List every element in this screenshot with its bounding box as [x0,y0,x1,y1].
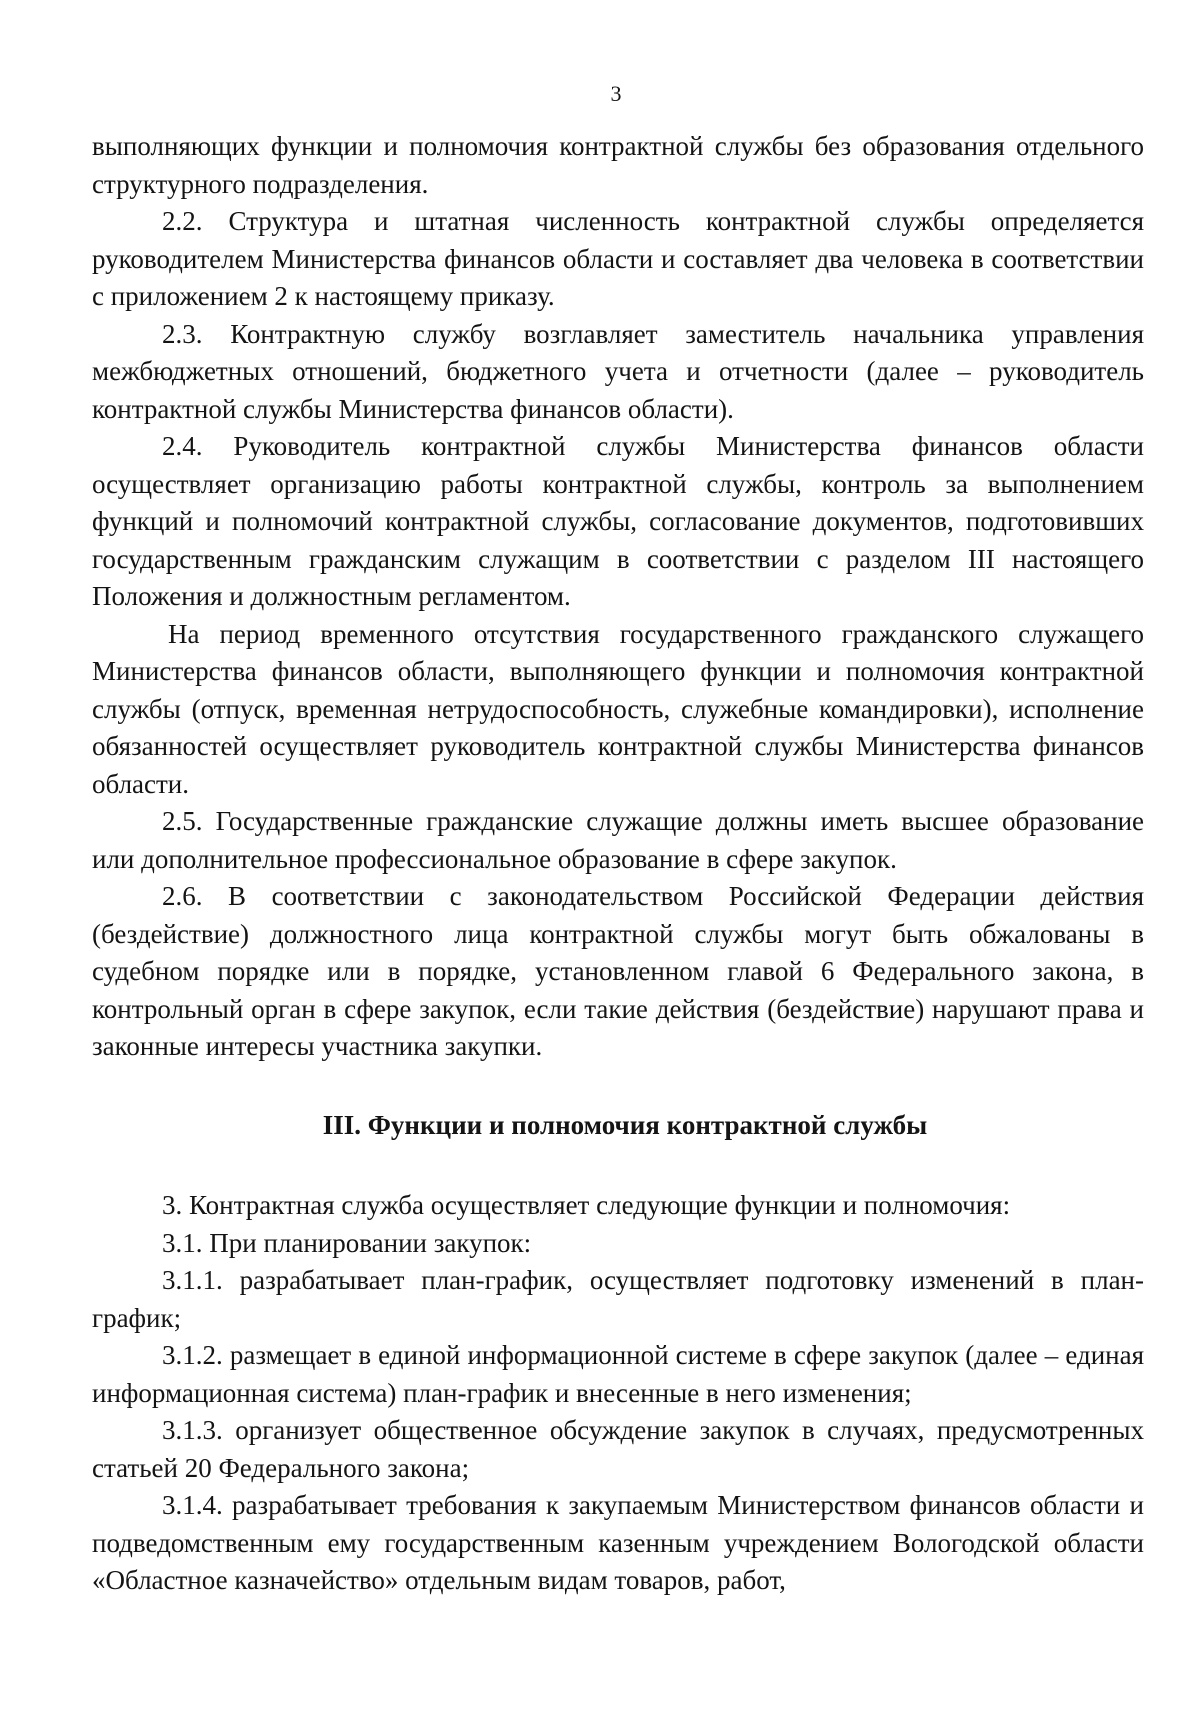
paragraph-3-1-1: 3.1.1. разрабатывает план-график, осуществляет подготовку изменений в план-график; [92,1265,1144,1333]
paragraph-2-2: 2.2. Структура и штатная численность контрактной службы определяется руководителем Министерства финансов области и составляет два человека в соответствии с приложением 2 к настоящему приказу. [92,206,1144,311]
paragraph-continuation: выполняющих функции и полномочия контрактной службы без образования отдельного структурного подразделения. [92,131,1144,199]
paragraph-3-1-2: 3.1.2. размещает в единой информационной системе в сфере закупок (далее – единая информационная система) план-график и внесенные в него изменения; [92,1340,1144,1408]
paragraph-3: 3. Контрактная служба осуществляет следующие функции и полномочия: [162,1190,1011,1220]
paragraph-2-5: 2.5. Государственные гражданские служащие должны иметь высшее образование или дополнительное профессиональное образование в сфере закупок. [92,806,1144,874]
document-body [92,128,1144,1600]
section-heading: III. Функции и полномочия контрактной службы [322,1109,928,1140]
paragraph-3-1-3: 3.1.3. организует общественное обсуждение закупок в случаях, предусмотренных статьей 20 Федерального закона; [92,1415,1144,1483]
paragraph-2-4-absence: На период временного отсутствия государственного гражданского служащего Министерства финансов области, выполняющего функции и полномочия контрактной службы (отпуск, временная нетрудоспособность, служебные командировки), исполнение обязанностей осуществляет руководитель контрактной службы Министерства финансов области. [92,618,1144,799]
paragraph-3-1-4: 3.1.4. разрабатывает требования к закупаемым Министерством финансов области и подведомственным ему государственным казенным учреждением Вологодской области «Областное казначейство» отдельным видам товаров, работ, [92,1490,1144,1595]
paragraph-3-1: 3.1. При планировании закупок: [162,1227,532,1258]
paragraph-2-3: 2.3. Контрактную службу возглавляет заместитель начальника управления межбюджетных отношений, бюджетного учета и отчетности (далее – руководитель контрактной службы Министерства финансов области). [92,318,1144,424]
page-number: 3 [610,81,622,106]
paragraph-2-6: 2.6. В соответствии с законодательством Российской Федерации действия (бездействие) должностного лица контрактной службы могут быть обжалованы в судебном порядке или в порядке, установленном главой 6 Федерального закона, в контрольный орган в сфере закупок, если такие действия (бездействие) нарушают права и законные интересы участника закупки. [92,881,1144,1061]
paragraph-2-4: 2.4. Руководитель контрактной службы Министерства финансов области осуществляет организацию работы контрактной службы, контроль за выполнением функций и полномочий контрактной службы, согласование документов, подготовивших государственным гражданским служащим в соответствии с разделом III настоящего Положения и должностным регламентом. [92,431,1144,611]
